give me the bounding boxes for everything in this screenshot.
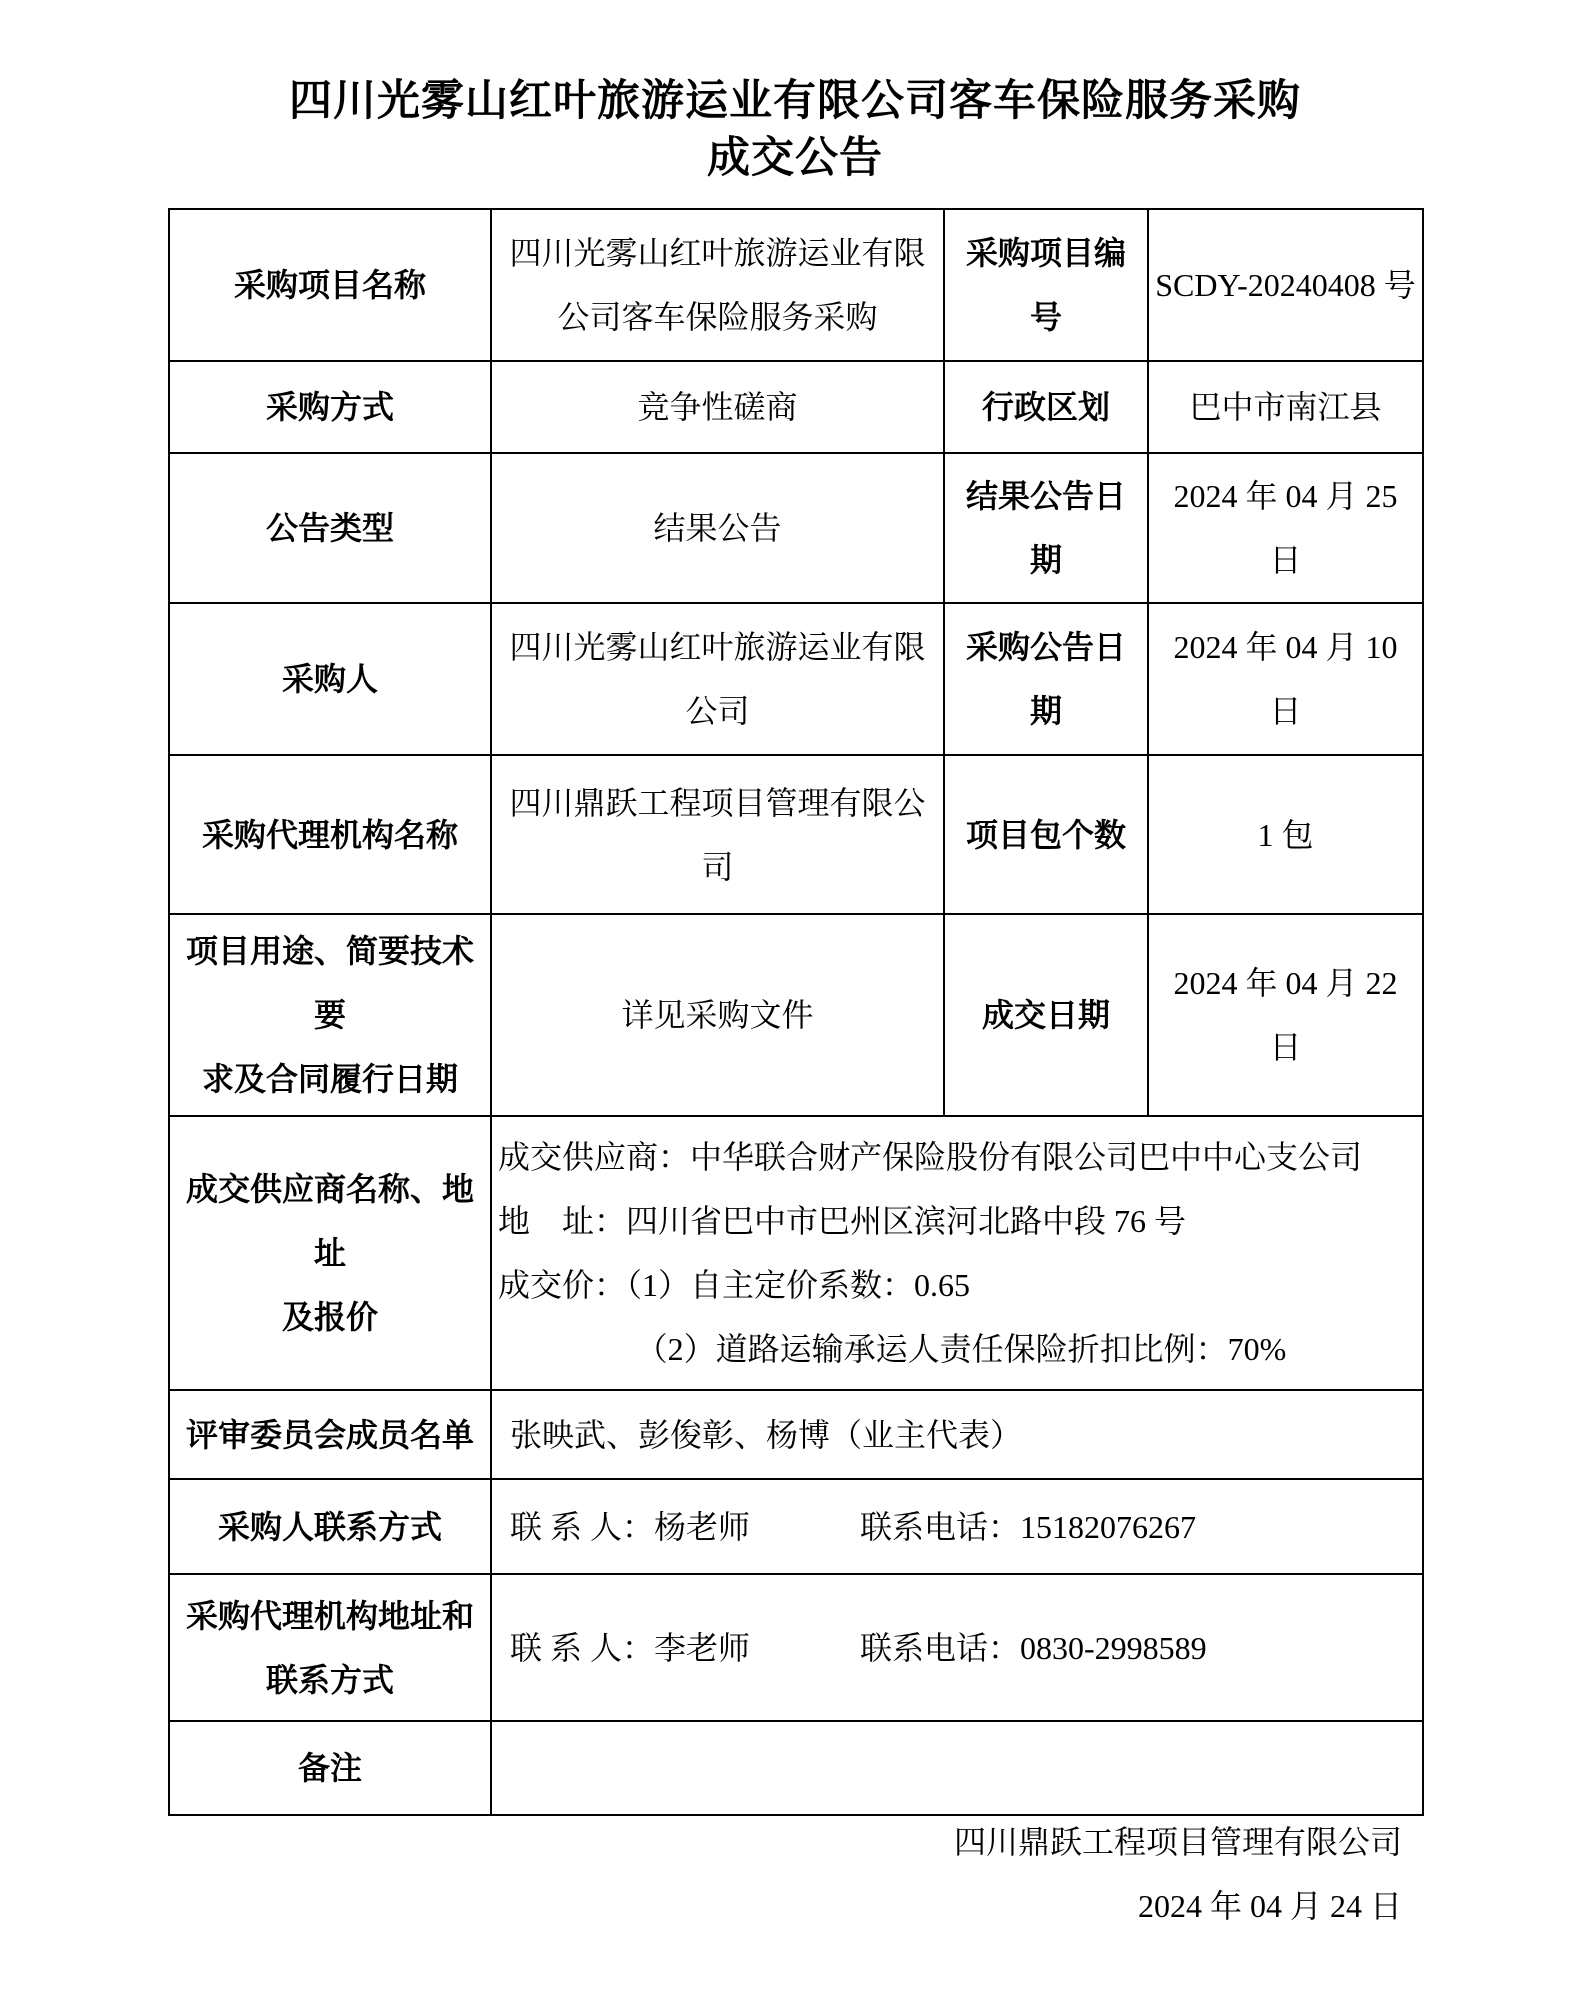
package-count-label: 项目包个数 <box>944 755 1148 914</box>
project-purpose-label: 项目用途、简要技术要 求及合同履行日期 <box>169 914 491 1116</box>
document-title <box>168 74 1422 188</box>
result-date-value: 2024 年 04 月 25 日 <box>1148 453 1423 603</box>
remarks-label: 备注 <box>169 1721 491 1815</box>
notice-date-label: 采购公告日期 <box>944 603 1148 755</box>
table-row <box>169 1574 1423 1721</box>
footer-company: 四川鼎跃工程项目管理有限公司 <box>953 1824 1402 1860</box>
agency-name-label: 采购代理机构名称 <box>169 755 491 914</box>
region-label: 行政区划 <box>944 361 1148 453</box>
footer-date: 2024 年 04 月 24 日 <box>1137 1888 1402 1924</box>
result-date-label: 结果公告日期 <box>944 453 1148 603</box>
project-number-value: SCDY-20240408 号 <box>1148 209 1423 361</box>
announcement-type-label: 公告类型 <box>169 453 491 603</box>
purchaser-label: 采购人 <box>169 603 491 755</box>
agency-contact-phone: 联系电话：0830-2998589 <box>860 1629 1207 1666</box>
table-row <box>169 1116 1423 1390</box>
table-row <box>169 914 1423 1116</box>
project-purpose-value: 详见采购文件 <box>491 914 944 1116</box>
table-row <box>169 209 1423 361</box>
table-row <box>169 755 1423 914</box>
project-number-label: 采购项目编号 <box>944 209 1148 361</box>
review-committee-label: 评审委员会成员名单 <box>169 1390 491 1479</box>
table-row <box>169 361 1423 453</box>
announcement-table <box>168 208 1424 1816</box>
announcement-type-value: 结果公告 <box>491 453 944 603</box>
agency-contact-label: 采购代理机构地址和 联系方式 <box>169 1574 491 1721</box>
table-row <box>169 453 1423 603</box>
remarks-value <box>491 1721 1423 1815</box>
agency-contact-value <box>491 1574 1423 1721</box>
procurement-method-value: 竞争性磋商 <box>491 361 944 453</box>
purchaser-contact-person: 联 系 人：杨老师 <box>510 1508 751 1545</box>
purchaser-contact-label: 采购人联系方式 <box>169 1479 491 1574</box>
purchaser-contact-phone: 联系电话：15182076267 <box>860 1508 1197 1545</box>
agency-name-value: 四川鼎跃工程项目管理有限公 司 <box>491 755 944 914</box>
procurement-method-label: 采购方式 <box>169 361 491 453</box>
table-row <box>169 1721 1423 1815</box>
table-row <box>169 603 1423 755</box>
region-value: 巴中市南江县 <box>1148 361 1423 453</box>
supplier-info-value: 成交供应商：中华联合财产保险股份有限公司巴中中心支公司 地 址：四川省巴中市巴州区滨河北路中段 76 号 成交价：（1）自主定价系数：0.65 （2）道路运输承运人责任保险折扣比例：70% <box>491 1116 1423 1390</box>
purchaser-contact-value <box>491 1479 1423 1574</box>
table-row <box>169 1390 1423 1479</box>
supplier-info-label: 成交供应商名称、地址 及报价 <box>169 1116 491 1390</box>
project-name-label: 采购项目名称 <box>169 209 491 361</box>
award-date-label: 成交日期 <box>944 914 1148 1116</box>
purchaser-value: 四川光雾山红叶旅游运业有限 公司 <box>491 603 944 755</box>
notice-date-value: 2024 年 04 月 10 日 <box>1148 603 1423 755</box>
title-line-2: 成交公告 <box>707 134 883 182</box>
table-row <box>169 1479 1423 1574</box>
review-committee-value: 张映武、彭俊彰、杨博（业主代表） <box>491 1390 1423 1479</box>
award-date-value: 2024 年 04 月 22 日 <box>1148 914 1423 1116</box>
title-line-1: 四川光雾山红叶旅游运业有限公司客车保险服务采购 <box>289 78 1301 125</box>
package-count-value: 1 包 <box>1148 755 1423 914</box>
agency-contact-person: 联 系 人：李老师 <box>510 1629 751 1666</box>
project-name-value: 四川光雾山红叶旅游运业有限 公司客车保险服务采购 <box>491 209 944 361</box>
